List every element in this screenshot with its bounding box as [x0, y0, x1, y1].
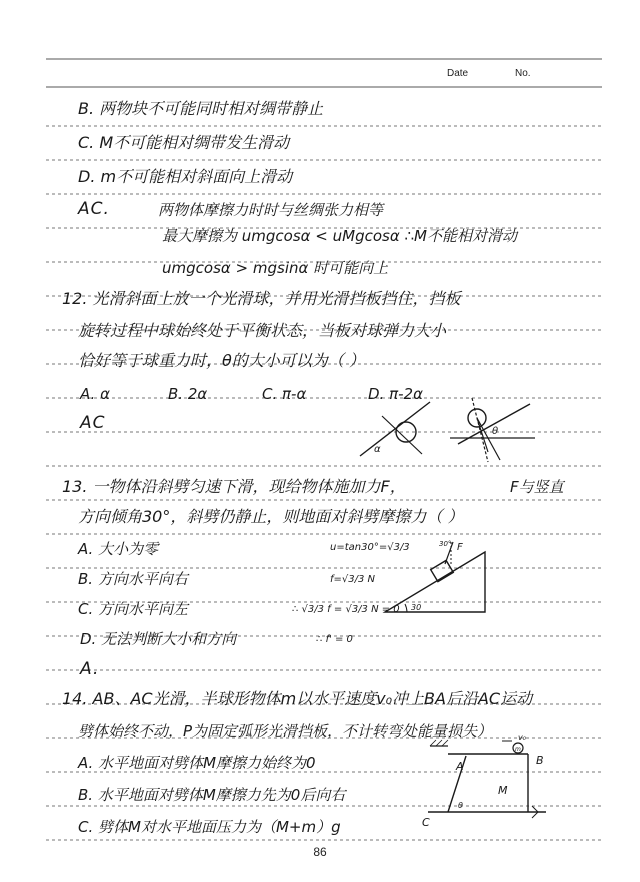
q12-line-3: 恰好等于球重力时，θ的大小可以为（ ） — [78, 351, 365, 370]
option-b: B. 两物块不可能同时相对绸带静止 — [78, 99, 324, 118]
solution-line-1: 两物体摩擦力时时与丝绸张力相等 — [158, 201, 384, 219]
q14-theta-label: θ — [458, 801, 463, 810]
q13-line-1: 13. 一物体沿斜劈匀速下滑，现给物体施加力F， — [62, 477, 406, 496]
q14-m-label: m — [515, 746, 521, 753]
q14-option-a: A. 水平地面对劈体M摩擦力始终为0 — [78, 754, 316, 772]
option-d: D. m不可能相对斜面向上滑动 — [78, 167, 293, 186]
page-number: 86 — [313, 845, 327, 859]
q13-angle-label: 30° — [439, 540, 452, 548]
number-label: No. — [515, 68, 531, 79]
q13-F-label: F — [457, 542, 463, 553]
q12-option-d: D. π-2α — [368, 385, 423, 403]
q14-line-1: 14. AB、AC光滑，半球形物体m以水平速度v₀冲上BA后沿AC运动 — [62, 689, 533, 708]
answer-prev: AC. — [78, 199, 110, 219]
q13-work-3: ∴ √3/3 f = √3/3 N = 0 — [292, 604, 400, 615]
q12-line-1: 12. 光滑斜面上放一个光滑球，并用光滑挡板挡住，挡板 — [62, 289, 461, 308]
q13-option-a: A. 大小为零 — [78, 540, 159, 558]
q12-option-c: C. π-α — [262, 385, 307, 403]
q14-line-2: 劈体始终不动，P为固定弧形光滑挡板，不计转弯处能量损失） — [78, 722, 493, 740]
q13-diagram — [385, 538, 495, 618]
q14-diagram — [422, 733, 588, 829]
q13-option-c: C. 方向水平向左 — [78, 600, 189, 618]
q13-work-2: f=√3/3 N — [330, 574, 376, 585]
q12-option-b: B. 2α — [168, 385, 208, 403]
q14-option-b: B. 水平地面对劈体M摩擦力先为0后向右 — [78, 786, 346, 804]
q12-option-a: A. α — [80, 385, 110, 403]
q13-option-b: B. 方向水平向右 — [78, 570, 188, 588]
option-c: C. M不可能相对绸带发生滑动 — [78, 133, 290, 152]
q12-line-2: 旋转过程中球始终处于平衡状态，当板对球弹力大小 — [78, 321, 447, 340]
q13-base-angle: 30 — [411, 603, 422, 612]
q12-answer: AC — [80, 413, 106, 433]
q13-option-d: D. 无法判断大小和方向 — [80, 630, 237, 648]
q14-option-c: C. 劈体M对水平地面压力为（M+m）g — [78, 818, 341, 836]
solution-line-3: umgcosα > mgsinα 时可能向上 — [162, 259, 389, 277]
q13-answer: A. — [80, 659, 100, 679]
q13-work-1: u=tan30°=√3/3 — [330, 542, 410, 553]
q14-C-label: C — [422, 816, 430, 829]
date-label: Date — [447, 68, 469, 79]
q13-line-2: 方向倾角30°，斜劈仍静止，则地面对斜劈摩擦力（ ） — [78, 507, 464, 526]
q14-B-label: B — [536, 754, 544, 767]
q12-diagram — [360, 398, 580, 468]
q14-v0-label: v₀ — [518, 733, 526, 742]
q12-alpha-label: α — [374, 444, 381, 455]
q14-M-label: M — [498, 784, 508, 797]
q13-work-4: ∴ f' = 0 — [316, 634, 353, 645]
q14-A-label: A — [456, 760, 464, 773]
q12-theta-label: θ — [492, 426, 499, 437]
solution-line-2: 最大摩擦为 umgcosα < uMgcosα ∴M不能相对滑动 — [162, 227, 517, 245]
q13-line-1-note: F与竖直 — [510, 478, 564, 496]
